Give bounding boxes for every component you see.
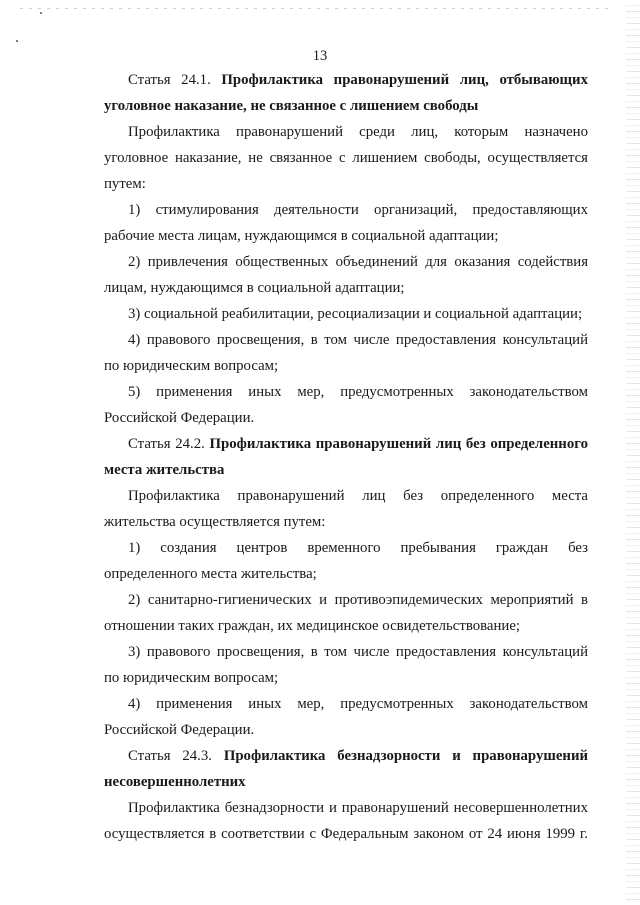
scan-artifact-top bbox=[20, 8, 610, 9]
heading-line bbox=[128, 434, 588, 460]
paragraph bbox=[104, 330, 588, 382]
paragraph bbox=[104, 590, 588, 642]
paragraph bbox=[104, 304, 588, 330]
heading-line bbox=[104, 96, 588, 122]
paragraph bbox=[104, 798, 588, 850]
paragraph-line: определенного места жительства; bbox=[104, 566, 317, 582]
article-title: места жительства bbox=[104, 462, 225, 478]
article-title: Профилактика правонарушений лиц без определенного bbox=[209, 436, 588, 452]
paragraph-line: 4) правового просвещения, в том числе предоставления консультаций bbox=[128, 332, 588, 348]
article-heading bbox=[104, 746, 588, 798]
article-title: Профилактика безнадзорности и правонарушений bbox=[223, 748, 588, 764]
paragraph-line: 3) правового просвещения, в том числе предоставления консультаций bbox=[128, 644, 588, 660]
paragraph-line: 4) применения иных мер, предусмотренных законодательством bbox=[128, 696, 588, 712]
page-number: 13 bbox=[312, 48, 328, 64]
paragraph bbox=[104, 538, 588, 590]
article-number: Статья 24.1. bbox=[128, 72, 222, 88]
paragraph-line: лицам, нуждающимся в социальной адаптации; bbox=[104, 280, 405, 296]
document-body bbox=[104, 70, 588, 850]
article-title: Профилактика правонарушений лиц, отбывающих bbox=[221, 72, 588, 88]
heading-line bbox=[104, 772, 588, 798]
article-title: несовершеннолетних bbox=[104, 774, 246, 790]
scan-dust bbox=[40, 12, 42, 14]
paragraph-line: путем: bbox=[104, 176, 146, 192]
heading-line bbox=[128, 70, 588, 96]
paragraph-line: 1) стимулирования деятельности организаций, предоставляющих bbox=[128, 202, 588, 218]
paragraph-line: Профилактика безнадзорности и правонарушений несовершеннолетних bbox=[128, 800, 588, 816]
scan-artifact-edge bbox=[626, 0, 640, 905]
paragraph-line: рабочие места лицам, нуждающимся в социальной адаптации; bbox=[104, 228, 499, 244]
paragraph-line: по юридическим вопросам; bbox=[104, 358, 279, 374]
paragraph-line: 5) применения иных мер, предусмотренных законодательством bbox=[128, 384, 588, 400]
paragraph-line: 3) социальной реабилитации, ресоциализации и социальной адаптации; bbox=[128, 306, 583, 322]
paragraph bbox=[104, 122, 588, 200]
paragraph-line: по юридическим вопросам; bbox=[104, 670, 279, 686]
paragraph-line: отношении таких граждан, их медицинское освидетельствование; bbox=[104, 618, 520, 634]
article-number: Статья 24.3. bbox=[128, 748, 224, 764]
paragraph bbox=[104, 252, 588, 304]
article-heading bbox=[104, 70, 588, 122]
paragraph bbox=[104, 382, 588, 434]
paragraph-line: Российской Федерации. bbox=[104, 410, 255, 426]
article-title: уголовное наказание, не связанное с лишением свободы bbox=[104, 98, 479, 114]
paragraph bbox=[104, 642, 588, 694]
paragraph-line: Профилактика правонарушений среди лиц, которым назначено bbox=[128, 124, 588, 140]
paragraph bbox=[104, 486, 588, 538]
paragraph bbox=[104, 694, 588, 746]
heading-line bbox=[104, 460, 588, 486]
paragraph-line: жительства осуществляется путем: bbox=[104, 514, 326, 530]
heading-line bbox=[128, 746, 588, 772]
paragraph-line: Российской Федерации. bbox=[104, 722, 255, 738]
paragraph-line: Профилактика правонарушений лиц без определенного места bbox=[128, 488, 588, 504]
article-number: Статья 24.2. bbox=[128, 436, 210, 452]
scan-dust bbox=[16, 40, 18, 42]
paragraph-line: 2) привлечения общественных объединений для оказания содействия bbox=[128, 254, 588, 270]
paragraph-line: осуществляется в соответствии с Федеральным законом от 24 июня 1999 г. bbox=[104, 826, 588, 842]
paragraph-line: уголовное наказание, не связанное с лишением свободы, осуществляется bbox=[104, 150, 588, 166]
article-heading bbox=[104, 434, 588, 486]
paragraph bbox=[104, 200, 588, 252]
paragraph-line: 1) создания центров временного пребывания граждан без bbox=[128, 540, 588, 556]
paragraph-line: 2) санитарно-гигиенических и противоэпидемических мероприятий в bbox=[128, 592, 588, 608]
